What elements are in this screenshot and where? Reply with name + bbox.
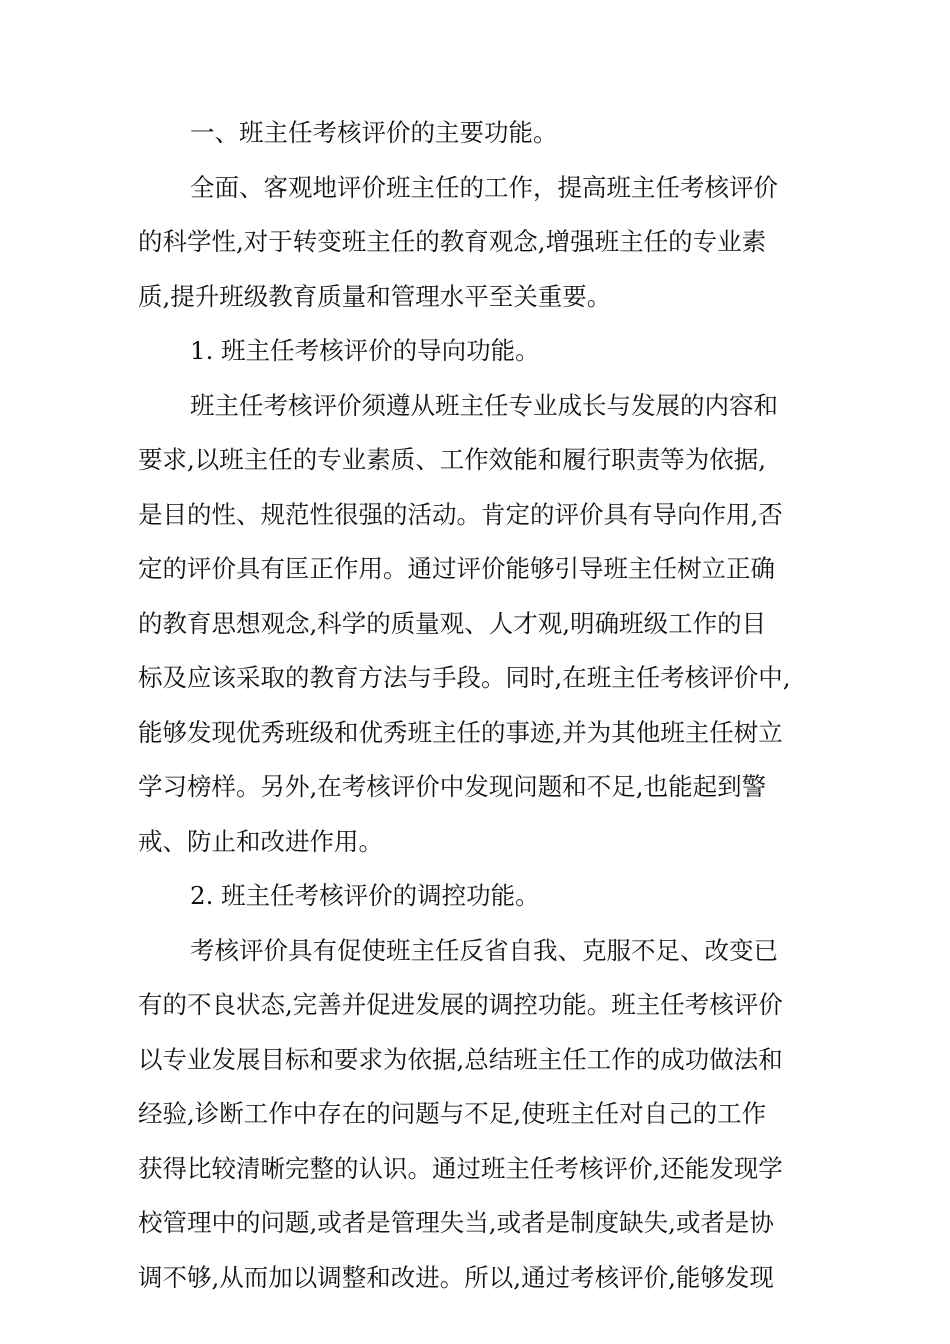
paragraph-line: 调不够,从而加以调整和改进。所以,通过考核评价,能够发现: [138, 1262, 774, 1292]
document-page: [138, 106, 818, 1305]
paragraph-line: 能够发现优秀班级和优秀班主任的事迹,并为其他班主任树立: [138, 717, 783, 747]
paragraph-line: 要求,以班主任的专业素质、工作效能和履行职责等为依据,: [138, 445, 767, 474]
paragraph-line: 以专业发展目标和要求为依据,总结班主任工作的成功做法和: [138, 1044, 783, 1074]
paragraph-line: 有的不良状态,完善并促进发展的调控功能。班主任考核评价: [138, 990, 783, 1019]
paragraph-line: 定的评价具有匡正作用。通过评价能够引导班主任树立正确: [138, 554, 775, 583]
paragraph-line: 是目的性、规范性很强的活动。肯定的评价具有导向作用,否: [138, 499, 783, 529]
paragraph-line: 经验,诊断工作中存在的问题与不足,使班主任对自己的工作: [138, 1099, 767, 1128]
paragraph-line: 质,提升班级教育质量和管理水平至关重要。: [138, 281, 612, 311]
paragraph-line: 的教育思想观念,科学的质量观、人才观,明确班级工作的目: [138, 608, 767, 638]
paragraph-line: 获得比较清晰完整的认识。通过班主任考核评价,还能发现学: [138, 1153, 783, 1183]
paragraph-line: 考核评价具有促使班主任反省自我、克服不足、改变已: [190, 935, 778, 965]
subsection-heading: 2. 班主任考核评价的调控功能。: [190, 881, 540, 910]
paragraph-line: 班主任考核评价须遵从班主任专业成长与发展的内容和: [190, 390, 778, 420]
paragraph-line: 戒、防止和改进作用。: [138, 826, 383, 856]
paragraph-line: 标及应该采取的教育方法与手段。同时,在班主任考核评价中,: [138, 663, 791, 692]
paragraph-line: 学习榜样。另外,在考核评价中发现问题和不足,也能起到警: [138, 772, 767, 801]
paragraph-line: 校管理中的问题,或者是管理失当,或者是制度缺失,或者是协: [138, 1208, 774, 1237]
paragraph-line: 的科学性,对于转变班主任的教育观念,增强班主任的专业素: [138, 227, 767, 256]
subsection-heading: 1. 班主任考核评价的导向功能。: [190, 336, 540, 365]
paragraph-line: 全面、客观地评价班主任的工作，提高班主任考核评价: [190, 172, 778, 202]
section-heading: 一、班主任考核评价的主要功能。: [190, 118, 558, 147]
